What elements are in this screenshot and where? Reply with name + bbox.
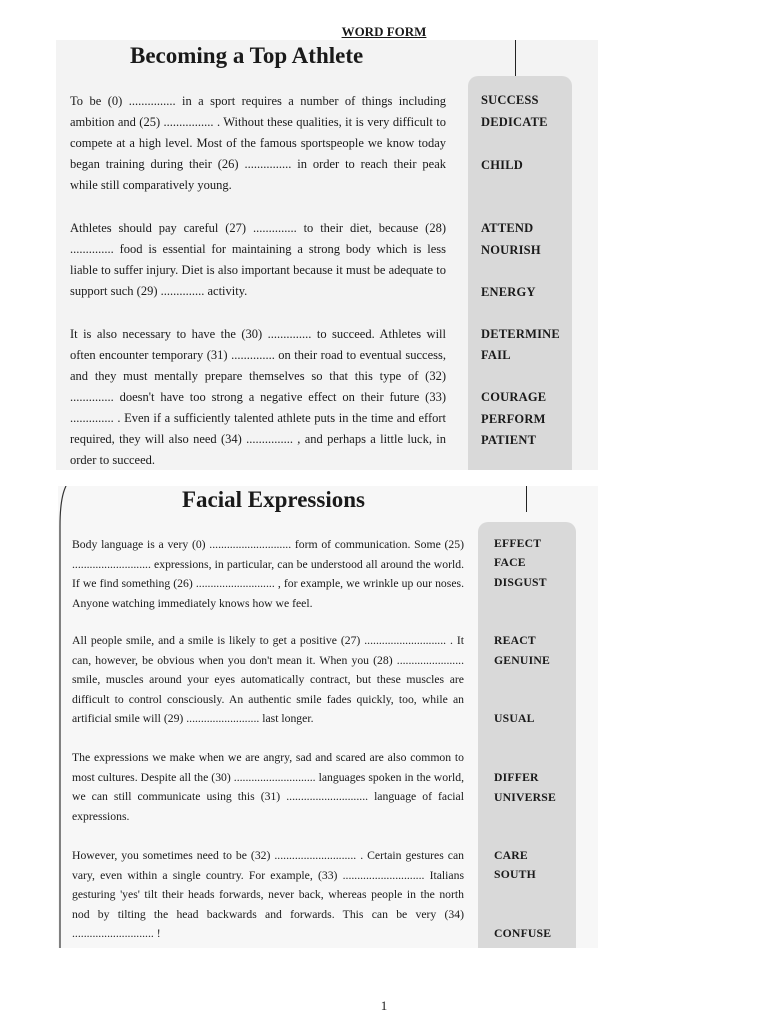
athlete-paragraph-3: It is also necessary to have the (30) .............. to succeed. Athletes will often encounter temporary (31) .............. on their road to eventual success, and they must mentally prepare themselves so that this type of (32) .............. doesn't have too strong a negative effect on their future (33) .............. . Even if a sufficiently talented athlete puts in the time and effort required, they will also need (34) ............... , and perhaps a little luck, in order to succeed. (70, 327, 446, 467)
athlete-title: Becoming a Top Athlete (130, 43, 364, 68)
keyword-effect: EFFECT (494, 537, 542, 550)
facial-paragraph-2: All people smile, and a smile is likely to get a positive (27) ............................ . It can, however, be obvious when you don't mean it. When you (28) ....................... smile, muscles around your eyes automatically contract, but these muscles are difficult to control consciously. An authentic smile fades quickly, too, while an artificial smile will (29) ......................... last longer. (72, 634, 464, 726)
keyword-genuine: GENUINE (494, 654, 550, 667)
keyword-usual: USUAL (494, 712, 535, 725)
keyword-success: SUCCESS (481, 93, 539, 107)
page-number: 1 (380, 998, 388, 1013)
facial-exercise-panel (58, 486, 598, 948)
facial-paragraph-3: The expressions we make when we are angry, sad and scared are also common to most cultures. Despite all the (30) ............................ languages spoken in the world, we can still communicate using this (31) ............................ language of facial expressions. (72, 751, 464, 823)
page-header-title: WORD FORM (341, 24, 427, 39)
keyword-universe: UNIVERSE (494, 791, 557, 804)
keyword-patient: PATIENT (481, 433, 537, 447)
keyword-south: SOUTH (494, 868, 536, 881)
keyword-energy: ENERGY (481, 285, 536, 299)
facial-paragraph-1: Body language is a very (0) ............................ form of communication. Some (25) ........................... expressions, in particular, can be understood all around the world. If we find something (26) ........................... , for example, we wrinkle up our noses. Anyone watching immediately knows how we feel. (72, 538, 464, 610)
athlete-paragraph-2: Athletes should pay careful (27) .............. to their diet, because (28) .............. food is essential for maintaining a strong body which is less liable to suffer injury. Diet is also important because it must be adequate to support such (29) .............. activity. (70, 221, 446, 298)
keyword-nourish: NOURISH (481, 243, 541, 257)
keyword-perform: PERFORM (481, 412, 546, 426)
keyword-child: CHILD (481, 158, 523, 172)
keyword-fail: FAIL (481, 348, 511, 362)
keyword-react: REACT (494, 634, 536, 647)
keyword-confuse: CONFUSE (494, 927, 552, 940)
keyword-attend: ATTEND (481, 221, 534, 235)
facial-paragraph-4: However, you sometimes need to be (32) ............................ . Certain gestures can vary, even within a single country. For example, (33) ............................ Italians gesturing 'yes' tilt their heads forwards, never back, whereas people in the north nod by tilting the head backwards and forwards. This can be very (34) ............................ ! (72, 849, 464, 941)
athlete-exercise-panel (56, 40, 598, 470)
keyword-courage: COURAGE (481, 390, 547, 404)
divider-line (515, 40, 516, 76)
keyword-determine: DETERMINE (481, 327, 560, 341)
athlete-keyword-column (468, 76, 572, 470)
keyword-dedicate: DEDICATE (481, 115, 548, 129)
keyword-care: CARE (494, 849, 528, 862)
athlete-paragraph-1: To be (0) ............... in a sport requires a number of things including ambition and (25) ................ . Without these qualities, it is very difficult to compete at a high level. Most of the famous sportspeople we know today began training during their (26) ............... in order to reach their peak while still comparatively young. (70, 94, 446, 192)
keyword-differ: DIFFER (494, 771, 539, 784)
keyword-disgust: DISGUST (494, 576, 547, 589)
divider-line (526, 486, 527, 512)
facial-title: Facial Expressions (182, 487, 365, 512)
panel-border-curve (58, 486, 72, 948)
keyword-face: FACE (494, 556, 526, 569)
